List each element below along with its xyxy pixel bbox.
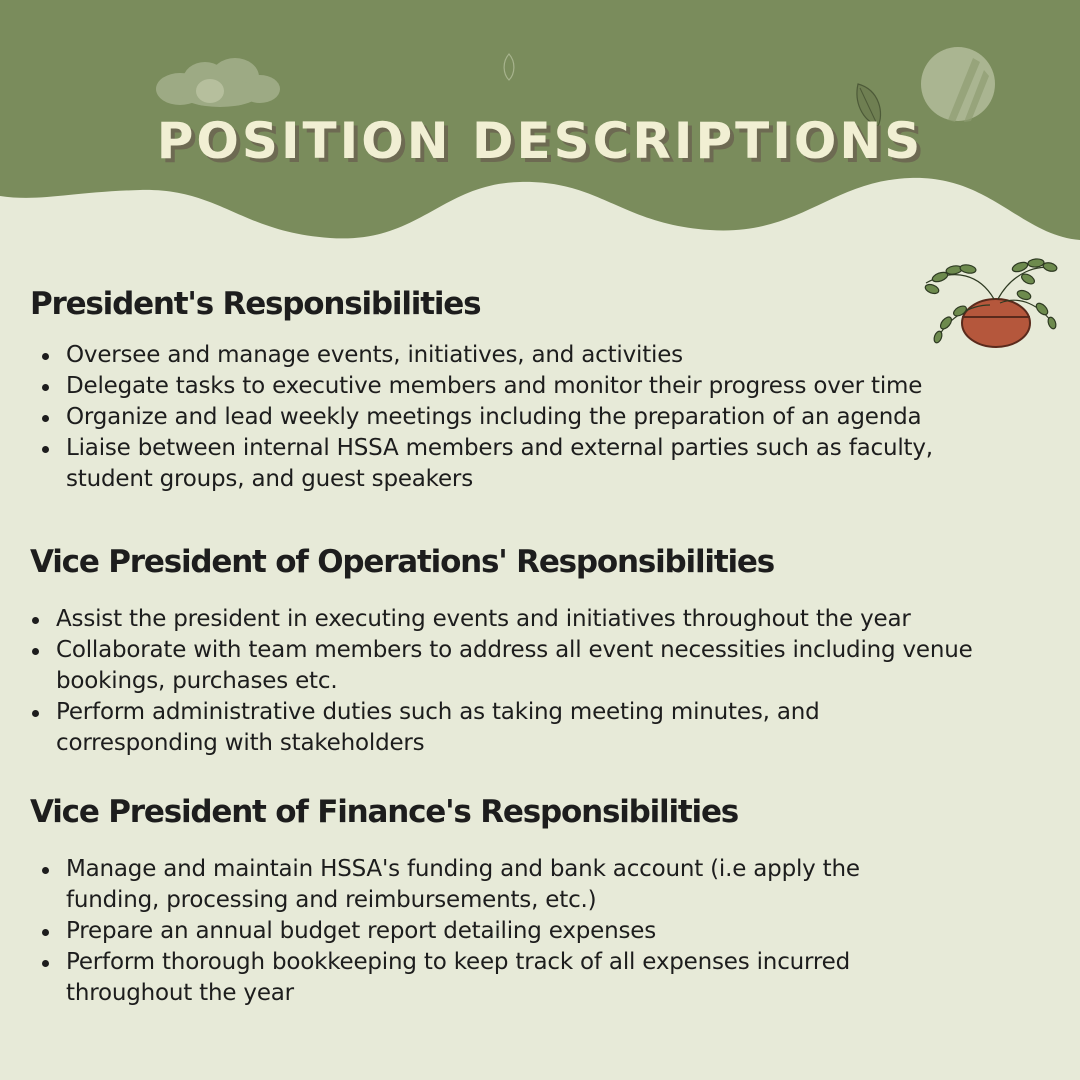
list-item: Oversee and manage events, initiatives, and activities (66, 340, 1006, 371)
bullet-list-president (66, 340, 1006, 495)
list-item: Collaborate with team members to address all event necessities including venue bookings, purchases etc. (56, 635, 986, 697)
page-title: POSITION DESCRIPTIONS (156, 112, 924, 170)
bullet-dot (32, 648, 39, 655)
leaf-icon (500, 52, 518, 82)
bullet-dot (32, 617, 39, 624)
bullet-dot (42, 384, 49, 391)
bullet-dot (42, 960, 49, 967)
list-item: Perform administrative duties such as taking meeting minutes, and corresponding with stakeholders (56, 697, 896, 759)
bullet-dot (42, 415, 49, 422)
bullet-dot (42, 929, 49, 936)
section-heading-vp-finance: Vice President of Finance's Responsibilities (30, 794, 739, 830)
list-item: Delegate tasks to executive members and monitor their progress over time (66, 371, 1006, 402)
list-item: Manage and maintain HSSA's funding and bank account (i.e apply the funding, processing and reimbursements, etc.) (66, 854, 936, 916)
bullet-dot (42, 446, 49, 453)
bullet-list-vp-finance (66, 854, 966, 1009)
list-item: Prepare an annual budget report detailing expenses (66, 916, 966, 947)
section-heading-vp-operations: Vice President of Operations' Responsibilities (30, 544, 774, 580)
bullet-dot (32, 710, 39, 717)
list-item: Liaise between internal HSSA members and external parties such as faculty, student groups, and guest speakers (66, 433, 1006, 495)
list-item: Perform thorough bookkeeping to keep track of all expenses incurred throughout the year (66, 947, 926, 1009)
bullet-dot (42, 353, 49, 360)
bullet-dot (42, 867, 49, 874)
section-heading-president: President's Responsibilities (30, 286, 481, 322)
bullet-list-vp-operations (56, 604, 986, 759)
list-item: Organize and lead weekly meetings including the preparation of an agenda (66, 402, 926, 433)
cloud-icon (150, 55, 285, 110)
list-item: Assist the president in executing events and initiatives throughout the year (56, 604, 986, 635)
